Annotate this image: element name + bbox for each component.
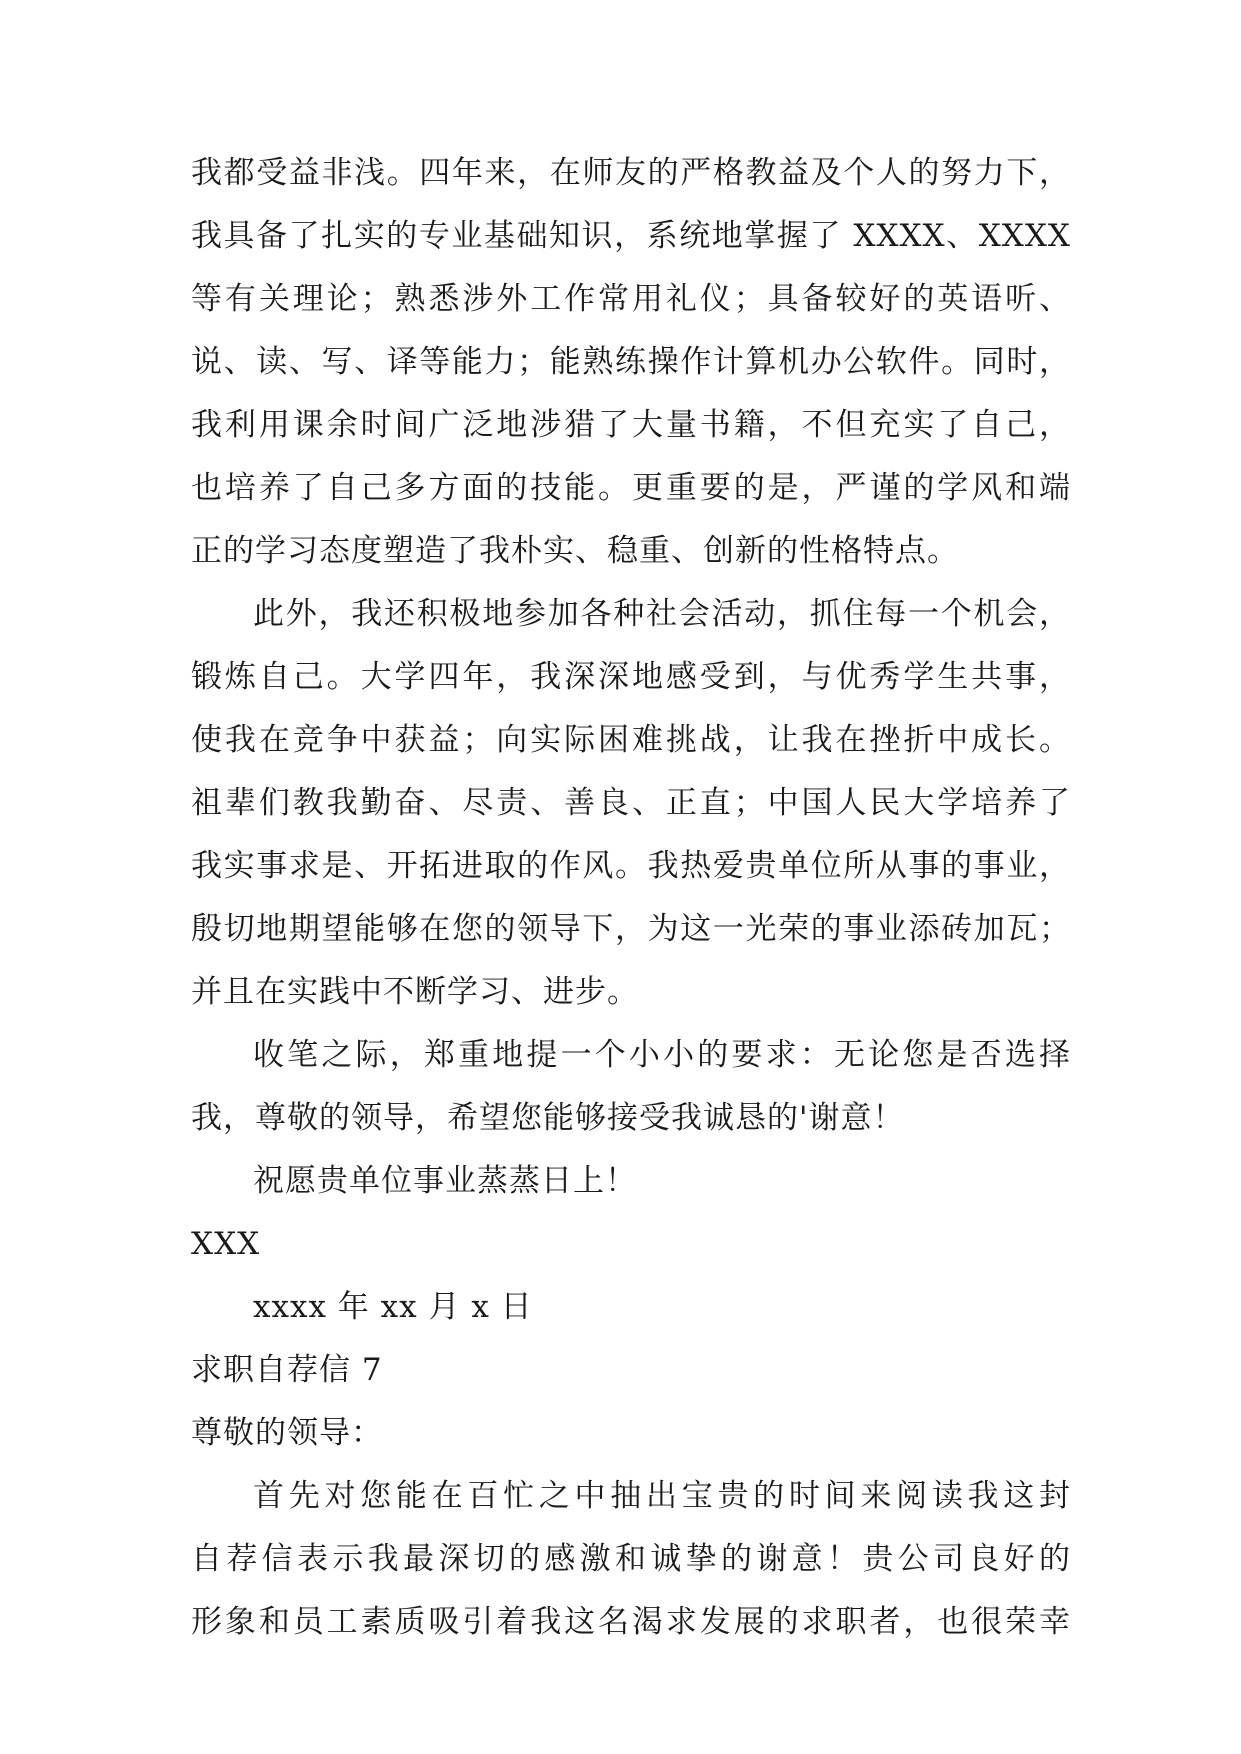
text-line: 使我在竞争中获益；向实际困难挑战，让我在挫折中成长。 [191,722,1071,758]
text-line: 殷切地期望能够在您的领导下，为这一光荣的事业添砖加瓦； [191,911,1071,947]
text-line: 我实事求是、开拓进取的作风。我热爱贵单位所从事的事业， [191,848,1071,884]
text-line: 我具备了扎实的专业基础知识，系统地掌握了 XXXX、XXXX [191,218,1071,254]
text-line: 我利用课余时间广泛地涉猎了大量书籍，不但充实了自己， [191,407,1071,443]
text-line: 形象和员工素质吸引着我这名渴求发展的求职者，也很荣幸 [191,1604,1071,1640]
text-line: 祖辈们教我勤奋、尽责、善良、正直；中国人民大学培养了 [191,785,1071,821]
date: xxxx 年 xx 月 x 日 [253,1289,533,1325]
text-line: 等有关理论；熟悉涉外工作常用礼仪；具备较好的英语听、 [191,281,1071,317]
text-line: 并且在实践中不断学习、进步。 [191,974,639,1010]
text-line: 首先对您能在百忙之中抽出宝贵的时间来阅读我这封 [253,1478,1071,1514]
text-line: 我，尊敬的领导，希望您能够接受我诚恳的'谢意！ [191,1100,905,1136]
text-line: 说、读、写、译等能力；能熟练操作计算机办公软件。同时， [191,344,1071,380]
text-line: 收笔之际，郑重地提一个小小的要求：无论您是否选择 [253,1037,1071,1073]
closing-wish: 祝愿贵单位事业蒸蒸日上！ [253,1163,637,1199]
text-line: 锻炼自己。大学四年，我深深地感受到，与优秀学生共事， [191,659,1071,695]
text-line: 我都受益非浅。四年来，在师友的严格教益及个人的努力下， [191,155,1071,191]
text-line: 此外，我还积极地参加各种社会活动，抓住每一个机会， [253,596,1071,632]
text-line: 自荐信表示我最深切的感激和诚挚的谢意！贵公司良好的 [191,1541,1071,1577]
text-line: 正的学习态度塑造了我朴实、稳重、创新的性格特点。 [191,533,959,569]
text-line: 也培养了自己多方面的技能。更重要的是，严谨的学风和端 [191,470,1071,506]
signature: XXX [191,1226,261,1262]
section-title: 求职自荐信 7 [191,1352,383,1388]
salutation: 尊敬的领导： [191,1415,383,1451]
